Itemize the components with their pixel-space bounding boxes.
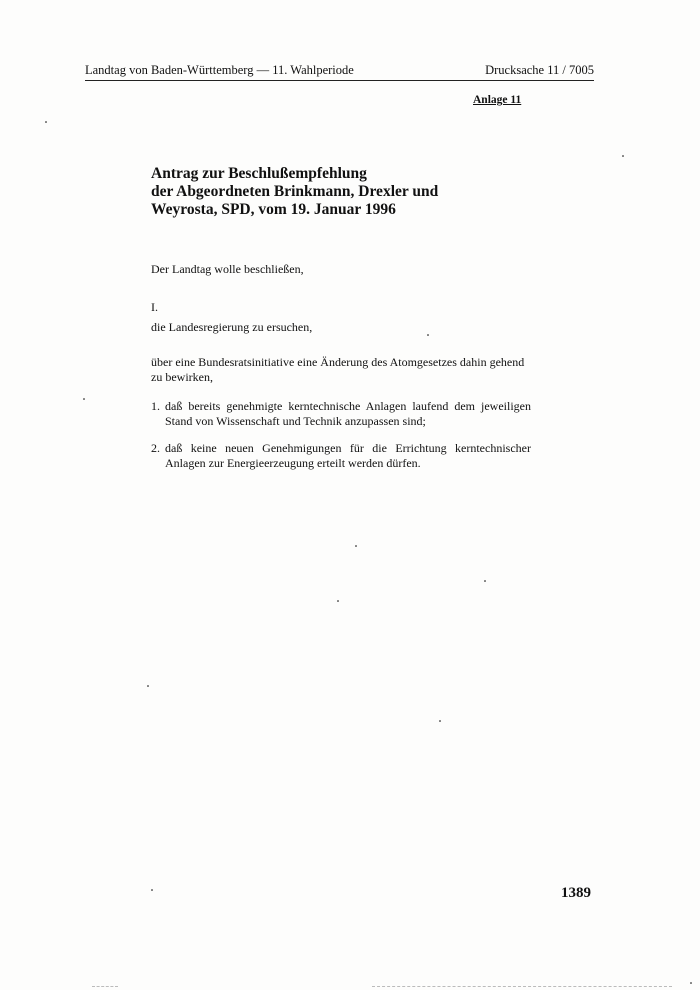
section-numeral: I.: [151, 300, 158, 314]
demands-list: [151, 399, 531, 471]
header-printed-matter-number: Drucksache 11 / 7005: [485, 63, 594, 77]
title-line: der Abgeordneten Brinkmann, Drexler und: [151, 183, 439, 200]
scan-speck: [427, 334, 429, 336]
scan-speck: [151, 889, 153, 891]
title-line: Weyrosta, SPD, vom 19. Januar 1996: [151, 201, 396, 218]
footer-edge-mark: [92, 986, 118, 987]
header-divider: [85, 80, 594, 81]
footer-edge-mark: [372, 986, 672, 987]
list-item-text: daß bereits genehmigte kerntechnische Anlagen laufend dem jeweiligen Stand von Wissenschaft und Technik anzupassen sind;: [165, 399, 531, 428]
header-parliament-period: Landtag von Baden-Württemberg — 11. Wahlperiode: [85, 63, 354, 77]
resolution-intro: Der Landtag wolle beschließen,: [151, 262, 304, 276]
list-item: [151, 441, 531, 471]
scan-speck: [147, 685, 149, 687]
page-header: [85, 62, 594, 80]
page-number: 1389: [561, 885, 591, 901]
document-title: [151, 165, 531, 219]
scan-speck: [439, 720, 441, 722]
initiative-paragraph: über eine Bundesratsinitiative eine Änderung des Atomgesetzes dahin gehend zu bewirken,: [151, 355, 525, 384]
list-item-text: daß keine neuen Genehmigungen für die Errichtung kerntechnischer Anlagen zur Energieerzeugung erteilt werden dürfen.: [165, 441, 531, 470]
scan-speck: [690, 982, 692, 984]
request-line: die Landesregierung zu ersuchen,: [151, 320, 313, 334]
annex-label: Anlage 11: [473, 94, 522, 106]
title-line: Antrag zur Beschlußempfehlung: [151, 165, 367, 182]
scan-speck: [622, 155, 624, 157]
list-item: [151, 399, 531, 429]
list-item-number: 2.: [151, 441, 160, 455]
scan-speck: [337, 600, 339, 602]
scan-speck: [45, 121, 47, 123]
scan-speck: [484, 580, 486, 582]
scan-speck: [355, 545, 357, 547]
document-body: [151, 262, 531, 483]
scan-speck: [83, 398, 85, 400]
list-item-number: 1.: [151, 399, 160, 413]
